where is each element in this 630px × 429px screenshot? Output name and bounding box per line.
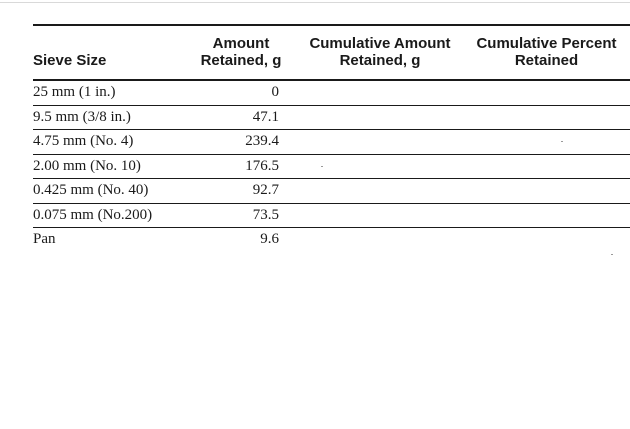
header-sieve-size: Sieve Size <box>33 52 107 69</box>
table-row <box>33 203 630 228</box>
cumulative-amount-cell <box>297 105 463 130</box>
table-row <box>33 130 630 155</box>
scan-speck <box>321 166 323 167</box>
cumulative-percent-cell <box>463 203 630 228</box>
table-row <box>33 105 630 130</box>
amount-retained-cell: 239.4 <box>245 133 279 150</box>
table-header <box>33 25 630 80</box>
sieve-size-cell: 0.425 mm (No. 40) <box>33 182 149 199</box>
sieve-size-cell: 0.075 mm (No.200) <box>33 206 153 223</box>
header-row <box>33 25 630 80</box>
table-body <box>33 80 630 252</box>
scan-speck <box>611 254 613 255</box>
header-amount-retained: Amount Retained, g <box>200 35 282 69</box>
cumulative-percent-cell <box>463 228 630 252</box>
table-row <box>33 154 630 179</box>
cumulative-amount-cell <box>297 130 463 155</box>
header-cumulative-percent: Cumulative Percent Retained <box>476 35 617 69</box>
amount-retained-cell: 47.1 <box>252 108 279 125</box>
cumulative-percent-cell <box>463 105 630 130</box>
cumulative-percent-cell <box>463 130 630 155</box>
cumulative-amount-cell <box>297 179 463 204</box>
sieve-size-cell: Pan <box>33 231 56 248</box>
sieve-size-cell: 25 mm (1 in.) <box>33 84 116 101</box>
amount-retained-cell: 73.5 <box>252 206 279 223</box>
sieve-size-cell: 9.5 mm (3/8 in.) <box>33 108 131 125</box>
amount-retained-cell: 0 <box>271 84 279 101</box>
amount-retained-cell: 92.7 <box>252 182 279 199</box>
sieve-size-cell: 2.00 mm (No. 10) <box>33 157 141 174</box>
amount-retained-cell: 9.6 <box>260 231 279 248</box>
cumulative-amount-cell <box>297 203 463 228</box>
table-row <box>33 80 630 105</box>
cumulative-amount-cell <box>297 80 463 105</box>
top-divider <box>0 2 630 3</box>
cumulative-percent-cell <box>463 154 630 179</box>
scan-speck <box>561 141 563 142</box>
table-row <box>33 228 630 252</box>
table-row <box>33 179 630 204</box>
sieve-analysis-table <box>33 24 630 252</box>
amount-retained-cell: 176.5 <box>245 157 279 174</box>
header-cumulative-amount: Cumulative Amount Retained, g <box>309 35 451 69</box>
sieve-size-cell: 4.75 mm (No. 4) <box>33 133 134 150</box>
cumulative-amount-cell <box>297 228 463 252</box>
cumulative-percent-cell <box>463 80 630 105</box>
cumulative-percent-cell <box>463 179 630 204</box>
